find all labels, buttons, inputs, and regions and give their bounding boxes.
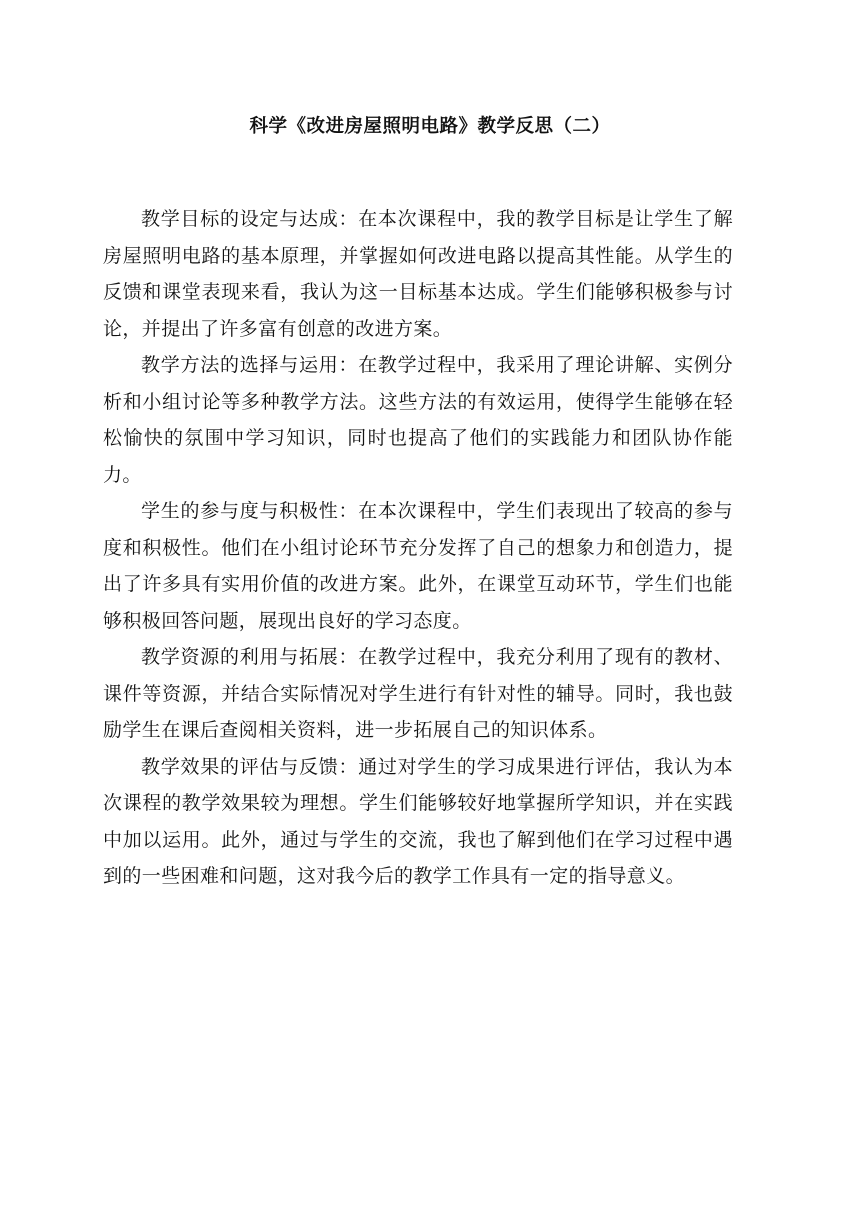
- paragraph-teaching-methods: 教学方法的选择与运用：在教学过程中，我采用了理论讲解、实例分析和小组讨论等多种教学方法。这些方法的有效运用，使得学生能够在轻松愉快的氛围中学习知识，同时也提高了他们的实践能力和团队协作能力。: [103, 354, 733, 486]
- paragraph-teaching-goals: 教学目标的设定与达成：在本次课程中，我的教学目标是让学生了解房屋照明电路的基本原理，并掌握如何改进电路以提高其性能。从学生的反馈和课堂表现来看，我认为这一目标基本达成。学生们能够积极参与讨论，并提出了许多富有创意的改进方案。: [103, 208, 733, 340]
- document-title: 科学《改进房屋照明电路》教学反思（二）: [249, 116, 611, 137]
- paragraph-student-participation: 学生的参与度与积极性：在本次课程中，学生们表现出了较高的参与度和积极性。他们在小组讨论环节充分发挥了自己的想象力和创造力，提出了许多具有实用价值的改进方案。此外，在课堂互动环节，学生们也能够积极回答问题，展现出良好的学习态度。: [103, 500, 733, 632]
- paragraph-teaching-resources: 教学资源的利用与拓展：在教学过程中，我充分利用了现有的教材、课件等资源，并结合实际情况对学生进行有针对性的辅导。同时，我也鼓励学生在课后查阅相关资料，进一步拓展自己的知识体系。: [103, 646, 733, 741]
- paragraph-teaching-evaluation: 教学效果的评估与反馈：通过对学生的学习成果进行评估，我认为本次课程的教学效果较为理想。学生们能够较好地掌握所学知识，并在实践中加以运用。此外，通过与学生的交流，我也了解到他们在学习过程中遇到的一些困难和问题，这对我今后的教学工作具有一定的指导意义。: [103, 755, 733, 887]
- document-body: [103, 201, 733, 895]
